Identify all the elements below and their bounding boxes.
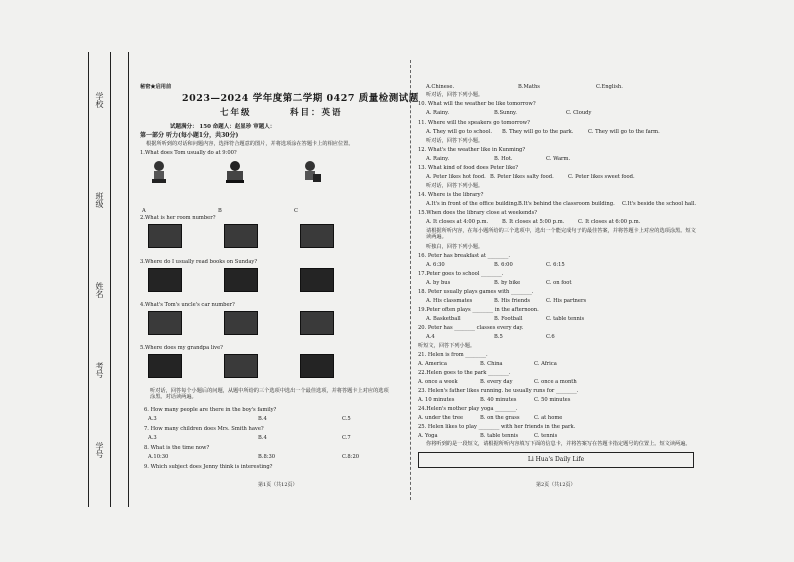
q9-option-c[interactable]: C.English. bbox=[596, 84, 623, 90]
listening-intro-2: 听对话，回答每个小题后的问题，从题中所给的三个选项中选出一个最佳选项，并将答题卡上对应的选项涂黑。对话读两遍。 bbox=[150, 388, 389, 400]
q10-option-a[interactable]: A. Rainy. bbox=[426, 110, 450, 116]
q4-option-c-image[interactable] bbox=[300, 311, 334, 335]
q10-option-c[interactable]: C. Cloudy bbox=[566, 110, 592, 116]
q16-option-b[interactable]: B. 6:00 bbox=[494, 262, 513, 268]
q21-option-c[interactable]: C. Africa bbox=[534, 361, 557, 367]
note-1: 听对话，回答下列小题。 bbox=[426, 92, 484, 98]
q22-option-a[interactable]: A. once a week bbox=[418, 379, 458, 385]
question-3: 3.Where do I usually read books on Sunday? bbox=[140, 259, 258, 265]
q25-option-c[interactable]: C. tennis bbox=[534, 433, 558, 439]
q4-option-a-image[interactable] bbox=[148, 311, 182, 335]
q2-option-b-image[interactable] bbox=[224, 224, 258, 248]
q12-option-b[interactable]: B. Hot. bbox=[494, 156, 513, 162]
q7-option-a[interactable]: A.3 bbox=[148, 435, 157, 441]
left-page-footer: 第1页（共12页） bbox=[258, 482, 298, 488]
margin-label-name: 姓名 bbox=[95, 282, 104, 298]
margin-line bbox=[110, 52, 111, 507]
q6-option-a[interactable]: A.3 bbox=[148, 416, 157, 422]
question-10: 10. What will the weather be like tomorrow? bbox=[418, 101, 536, 107]
q2-option-a-image[interactable] bbox=[148, 224, 182, 248]
q23-option-b[interactable]: B. 40 minutes bbox=[480, 397, 517, 403]
q20-option-c[interactable]: C.6 bbox=[546, 334, 555, 340]
question-2: 2.What is her room number? bbox=[140, 215, 216, 221]
q18-option-c[interactable]: C. His partners bbox=[546, 298, 587, 304]
q1-label-c: C bbox=[294, 208, 298, 214]
q15-option-b[interactable]: B. It closes at 5:00 p.m. bbox=[502, 219, 565, 225]
question-4: 4.What's Tom's uncle's car number? bbox=[140, 302, 235, 308]
q17-option-b[interactable]: B. by bike bbox=[494, 280, 521, 286]
q15-option-a[interactable]: A. It closes at 4:00 p.m. bbox=[426, 219, 489, 225]
q14-option-c[interactable]: C.It's beside the school hall. bbox=[622, 201, 697, 207]
q1-option-c-image[interactable] bbox=[300, 160, 322, 184]
q18-option-b[interactable]: B. His friends bbox=[494, 298, 531, 304]
secret-label: 秘密★启用前 bbox=[140, 84, 172, 90]
binding-margin bbox=[88, 52, 130, 507]
q19-option-c[interactable]: C. table tennis bbox=[546, 316, 585, 322]
margin-line bbox=[128, 52, 129, 507]
q18-option-a[interactable]: A. His classmates bbox=[426, 298, 473, 304]
info-card-title: Li Hua's Daily Life bbox=[527, 456, 585, 463]
q16-option-a[interactable]: A. 6:30 bbox=[426, 262, 445, 268]
margin-label-student-no: 学号 bbox=[95, 442, 104, 458]
q17-option-a[interactable]: A. by bus bbox=[426, 280, 451, 286]
q23-option-c[interactable]: C. 50 minutes bbox=[534, 397, 571, 403]
question-17: 17.Peter goes to school ________. bbox=[418, 271, 504, 277]
question-14: 14. Where is the library? bbox=[418, 192, 484, 198]
q9-option-b[interactable]: B.Maths bbox=[518, 84, 540, 90]
question-1: 1.What does Tom usually do at 9:00? bbox=[140, 150, 237, 156]
q11-option-b[interactable]: B. They will go to the park. bbox=[502, 129, 574, 135]
question-13: 13. What kind of food does Peter like? bbox=[418, 165, 519, 171]
q1-label-a: A bbox=[142, 208, 146, 214]
q4-option-b-image[interactable] bbox=[224, 311, 258, 335]
note-4: 听独白，回答下列小题。 bbox=[426, 244, 484, 250]
q25-option-a[interactable]: A. Yoga bbox=[418, 433, 438, 439]
q8-option-c[interactable]: C.8:20 bbox=[342, 454, 360, 460]
q6-option-b[interactable]: B.4 bbox=[258, 416, 267, 422]
q22-option-b[interactable]: B. every day bbox=[480, 379, 513, 385]
q7-option-b[interactable]: B.4 bbox=[258, 435, 267, 441]
right-page-footer: 第2页（共12页） bbox=[536, 482, 576, 488]
q14-option-a[interactable]: A.It's in front of the office building. bbox=[426, 201, 519, 207]
q24-option-c[interactable]: C. at home bbox=[534, 415, 563, 421]
q6-option-c[interactable]: C.5 bbox=[342, 416, 351, 422]
q3-option-a-image[interactable] bbox=[148, 268, 182, 292]
question-21: 21. Helen is from ________. bbox=[418, 352, 488, 358]
q25-option-b[interactable]: B. table tennis bbox=[480, 433, 519, 439]
question-19: 19.Peter often plays ________ in the afternoon. bbox=[418, 307, 539, 313]
q12-option-c[interactable]: C. Warm. bbox=[546, 156, 571, 162]
question-23: 23. Helen's father likes running. he usually runs for ________. bbox=[418, 388, 579, 394]
question-6: 6. How many people are there in the boy's family? bbox=[144, 407, 277, 413]
question-12: 12. What's the weather like in Kunming? bbox=[418, 147, 526, 153]
note-2: 听对话，回答下列小题。 bbox=[426, 138, 484, 144]
question-20: 20. Peter has ________ classes every day. bbox=[418, 325, 524, 331]
q11-option-a[interactable]: A. They will go to school. bbox=[426, 129, 492, 135]
margin-line bbox=[88, 52, 89, 507]
q13-option-a[interactable]: A. Peter likes hot food. bbox=[426, 174, 486, 180]
q13-option-c[interactable]: C. Peter likes sweet food. bbox=[568, 174, 635, 180]
q8-option-b[interactable]: B.8:30 bbox=[258, 454, 276, 460]
q24-option-b[interactable]: B. on the grass bbox=[480, 415, 520, 421]
question-8: 8. What is the time now? bbox=[144, 445, 210, 451]
listening-intro-3: 请根据所听内容，在每小题所给的三个选项中，选出一个能完成句子的最佳答案，并将答题卡上对应的选项涂黑。短文读两遍。 bbox=[426, 228, 696, 240]
grade-label: 七年级 bbox=[220, 108, 252, 118]
q15-option-c[interactable]: C. It closes at 6:00 p.m. bbox=[578, 219, 641, 225]
q22-option-c[interactable]: C. once a month bbox=[534, 379, 577, 385]
question-5: 5.Where does my grandpa live? bbox=[140, 345, 223, 351]
q23-option-a[interactable]: A. 10 minutes bbox=[418, 397, 455, 403]
q13-option-b[interactable]: B. Peter likes salty food. bbox=[490, 174, 554, 180]
q1-option-a-image[interactable] bbox=[148, 160, 170, 184]
question-25: 25. Helen likes to play ________ with her friends in the park. bbox=[418, 424, 576, 430]
q7-option-c[interactable]: C.7 bbox=[342, 435, 351, 441]
q21-option-a[interactable]: A. America bbox=[418, 361, 447, 367]
q14-option-b[interactable]: B.It's behind the classroom building. bbox=[518, 201, 615, 207]
q9-option-a[interactable]: A.Chinese. bbox=[426, 84, 455, 90]
subject-label: 科目：英语 bbox=[290, 108, 343, 118]
q11-option-c[interactable]: C. They will go to the farm. bbox=[588, 129, 660, 135]
q16-option-c[interactable]: C. 6:15 bbox=[546, 262, 565, 268]
question-11: 11. Where will the speakers go tomorrow? bbox=[418, 120, 530, 126]
q19-option-a[interactable]: A. Basketball bbox=[426, 316, 461, 322]
question-18: 18. Peter usually plays games with ________. bbox=[418, 289, 534, 295]
q5-option-a-image[interactable] bbox=[148, 354, 182, 378]
q5-option-c-image[interactable] bbox=[300, 354, 334, 378]
q21-option-b[interactable]: B. China bbox=[480, 361, 503, 367]
question-22: 22.Helen goes to the park ________. bbox=[418, 370, 511, 376]
margin-label-class: 班级 bbox=[95, 192, 104, 208]
question-9: 9. Which subject does Jenny think is interesting? bbox=[144, 464, 273, 470]
q17-option-c[interactable]: C. on foot bbox=[546, 280, 572, 286]
q1-label-b: B bbox=[218, 208, 222, 214]
question-7: 7. How many children does Mrs. Smith have? bbox=[144, 426, 264, 432]
note-5: 听短文，回答下列小题。 bbox=[418, 343, 476, 349]
part1-heading: 第一部分 听力(每小题1分，共30分) bbox=[140, 132, 239, 139]
margin-label-exam-no: 考号 bbox=[95, 362, 104, 378]
q20-option-b[interactable]: B.5 bbox=[494, 334, 503, 340]
q12-option-a[interactable]: A. Rainy. bbox=[426, 156, 450, 162]
q3-option-b-image[interactable] bbox=[224, 268, 258, 292]
q20-option-a[interactable]: A.4 bbox=[426, 334, 435, 340]
question-15: 15.When does the library close at weekends? bbox=[418, 210, 538, 216]
listening-intro-1: 根据所听到的对话和问题内容，选择符合题意的图片，并将选项涂在答题卡上的相应位置。 bbox=[146, 141, 354, 147]
exam-meta: 试题满分： 150 命题人：赵显珍 审题人： bbox=[170, 124, 276, 130]
q2-option-c-image[interactable] bbox=[300, 224, 334, 248]
q24-option-a[interactable]: A. under the tree bbox=[418, 415, 464, 421]
exam-title: 2023—2024 学年度第二学期 0427 质量检测试题 bbox=[182, 93, 419, 104]
q19-option-b[interactable]: B. Football bbox=[494, 316, 523, 322]
note-3: 听对话，回答下列小题。 bbox=[426, 183, 484, 189]
q5-option-b-image[interactable] bbox=[224, 354, 258, 378]
margin-label-school: 学校 bbox=[95, 92, 104, 108]
q3-option-c-image[interactable] bbox=[300, 268, 334, 292]
info-card-box bbox=[418, 452, 694, 468]
page-divider bbox=[410, 60, 412, 500]
q1-option-b-image[interactable] bbox=[224, 160, 246, 184]
question-16: 16. Peter has breakfast at ________. bbox=[418, 253, 510, 259]
question-24: 24.Helen's mother play yoga ________. bbox=[418, 406, 518, 412]
q8-option-a[interactable]: A.10:30 bbox=[148, 454, 169, 460]
q10-option-b[interactable]: B.Sunny. bbox=[494, 110, 517, 116]
listening-intro-4: 你将听到的是一段短文，请根据所听内容填写下面的信息卡，并将答案写在答题卡指定题号的位置上。短文读两遍。 bbox=[426, 441, 691, 447]
